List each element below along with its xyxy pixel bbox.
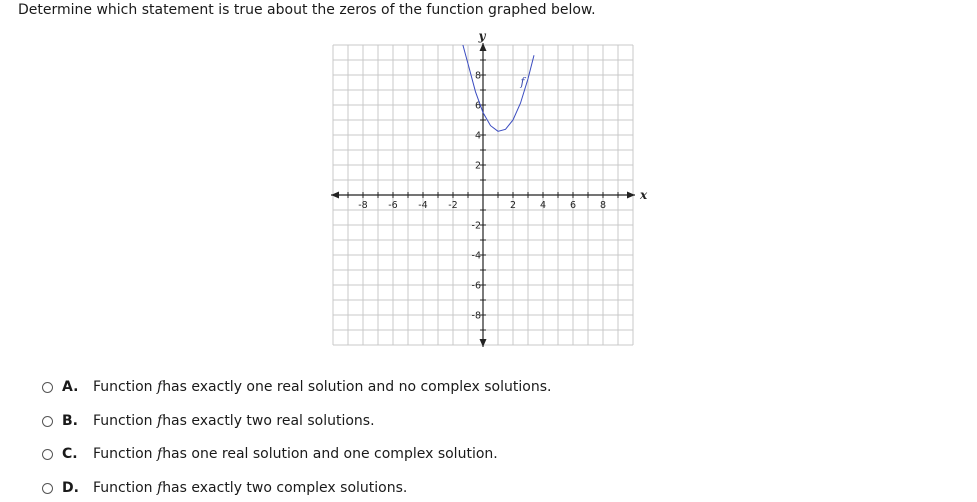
x-tick-label: 2 bbox=[509, 200, 517, 211]
y-axis-arrow-down bbox=[480, 339, 487, 347]
option-c[interactable] bbox=[42, 443, 498, 465]
y-tick-label: -8 bbox=[471, 310, 481, 322]
option-a[interactable] bbox=[42, 376, 552, 398]
x-tick-label: 8 bbox=[599, 200, 607, 211]
option-letter: C. bbox=[62, 446, 78, 462]
y-tick-label: -4 bbox=[471, 250, 481, 262]
y-axis-arrow-up bbox=[480, 43, 487, 51]
radio-button-a[interactable] bbox=[42, 382, 53, 393]
function-graph bbox=[325, 28, 655, 348]
y-tick-label: 6 bbox=[474, 100, 481, 112]
y-tick-label: 8 bbox=[474, 70, 481, 82]
y-tick-label: -2 bbox=[471, 220, 481, 232]
option-letter: B. bbox=[62, 413, 78, 429]
x-tick-label: 6 bbox=[569, 200, 577, 211]
y-tick-label: 4 bbox=[474, 130, 481, 142]
x-tick-label: -4 bbox=[418, 200, 428, 211]
x-tick-label: -6 bbox=[388, 200, 398, 211]
graph-axes bbox=[331, 43, 635, 347]
y-axis-label: y bbox=[478, 29, 486, 43]
option-text: Function fhas exactly two complex solutions. bbox=[93, 480, 408, 496]
radio-button-c[interactable] bbox=[42, 449, 53, 460]
x-axis-label: x bbox=[640, 188, 648, 202]
x-tick-label: -8 bbox=[358, 200, 368, 211]
curve-label: f bbox=[520, 75, 525, 89]
y-tick-label: -6 bbox=[471, 280, 481, 292]
option-b[interactable] bbox=[42, 410, 375, 432]
option-text: Function fhas exactly one real solution and no complex solutions. bbox=[93, 379, 552, 395]
x-tick-label: 4 bbox=[539, 200, 547, 211]
option-letter: A. bbox=[62, 379, 79, 395]
radio-button-d[interactable] bbox=[42, 483, 53, 494]
x-tick-label: -2 bbox=[448, 200, 458, 211]
x-axis-arrow-left bbox=[331, 192, 339, 199]
y-tick-label: 2 bbox=[474, 160, 481, 172]
question-text: Determine which statement is true about the zeros of the function graphed below. bbox=[18, 2, 596, 18]
radio-button-b[interactable] bbox=[42, 416, 53, 427]
x-axis-arrow-right bbox=[627, 192, 635, 199]
option-letter: D. bbox=[62, 480, 79, 496]
option-text: Function fhas one real solution and one complex solution. bbox=[93, 446, 498, 462]
option-d[interactable] bbox=[42, 477, 408, 499]
option-text: Function fhas exactly two real solutions. bbox=[93, 413, 375, 429]
